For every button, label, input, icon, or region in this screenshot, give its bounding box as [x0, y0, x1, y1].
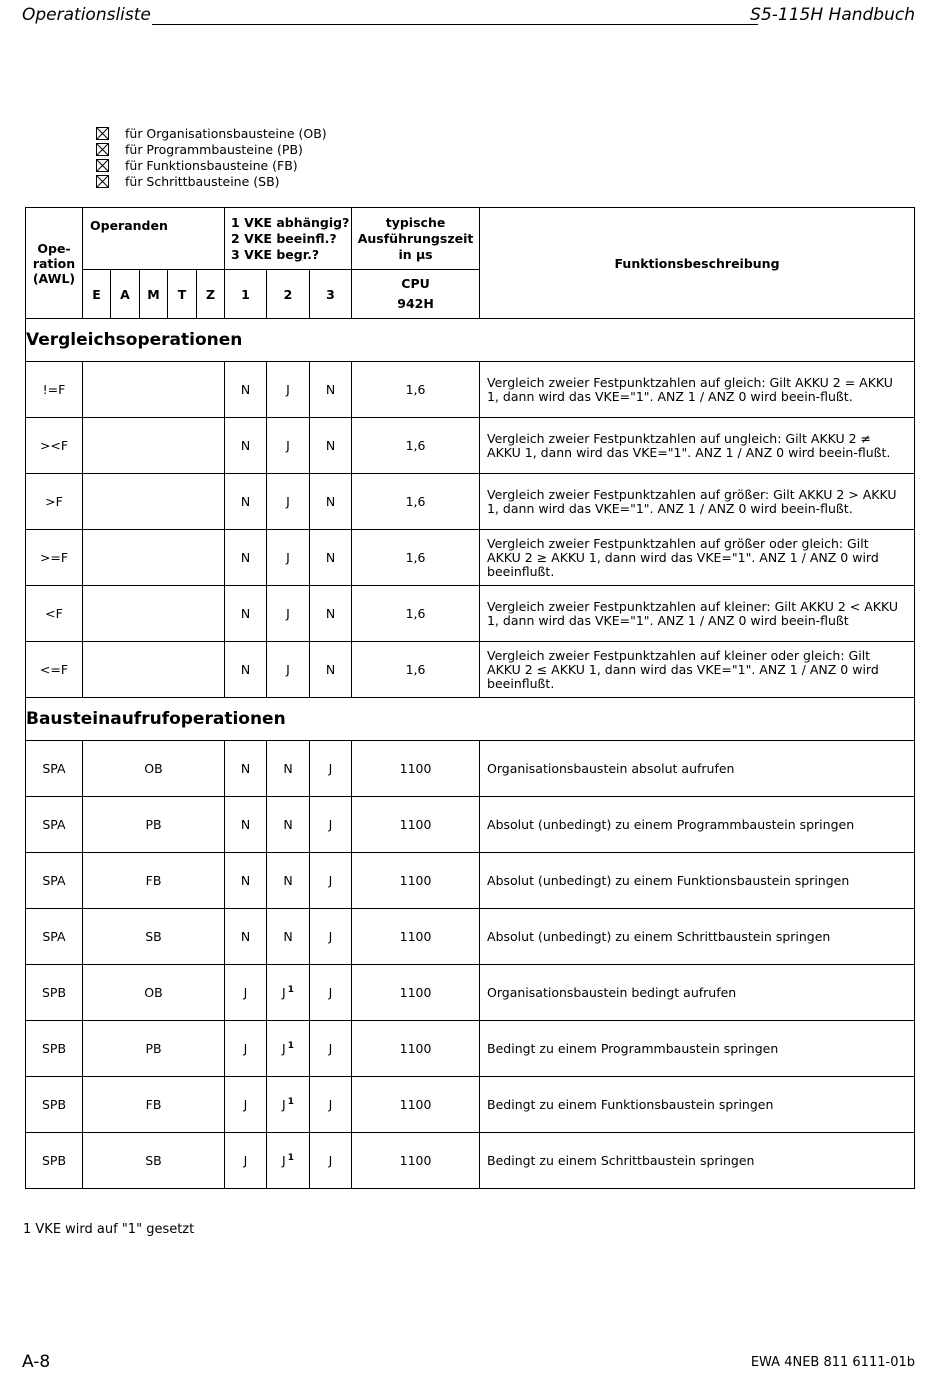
- vke2-value: J: [286, 606, 290, 621]
- operand-cell: FB: [83, 1077, 225, 1133]
- description-cell: Vergleich zweier Festpunktzahlen auf ungleich: Gilt AKKU 2 ≠ AKKU 1, dann wird das VKE="1". ANZ 1 / ANZ 0 wird beein-flußt.: [480, 418, 915, 474]
- vke3-cell: J: [310, 965, 352, 1021]
- vke1-cell: N: [225, 530, 267, 586]
- operand-cell: [83, 474, 225, 530]
- description-cell: Bedingt zu einem Programmbaustein springen: [480, 1021, 915, 1077]
- vke2-value: J: [286, 438, 290, 453]
- table-row: [26, 362, 915, 418]
- legend-item: [96, 157, 327, 173]
- vke2-value: N: [283, 817, 293, 832]
- legend-item: [96, 173, 327, 189]
- vke3-cell: J: [310, 1133, 352, 1189]
- section-title: Vergleichsoperationen: [26, 319, 915, 362]
- vke2-value: N: [283, 929, 293, 944]
- operand-cell: [83, 642, 225, 698]
- vke2-value: J: [286, 382, 290, 397]
- vke3-cell: J: [310, 853, 352, 909]
- vke2-value: J: [282, 1097, 286, 1113]
- operand-col-z: Z: [197, 270, 225, 319]
- table-row: [26, 530, 915, 586]
- vke1-cell: N: [225, 909, 267, 965]
- page-number: A-8: [22, 1352, 51, 1372]
- vke-col-1: 1: [225, 270, 267, 319]
- vke1-cell: J: [225, 1077, 267, 1133]
- page-header-left: Operationsliste: [22, 5, 151, 25]
- operation-cell: SPA: [26, 909, 83, 965]
- description-cell: Absolut (unbedingt) zu einem Funktionsbaustein springen: [480, 853, 915, 909]
- vke2-value: N: [283, 761, 293, 776]
- table-row: [26, 1021, 915, 1077]
- vke2-cell: [267, 362, 310, 418]
- vke2-cell: [267, 1021, 310, 1077]
- page-header-rule: [152, 24, 758, 25]
- vke3-cell: N: [310, 586, 352, 642]
- vke1-cell: J: [225, 1021, 267, 1077]
- footnote-marker: 1: [287, 1040, 294, 1051]
- vke1-cell: N: [225, 797, 267, 853]
- operand-cell: [83, 586, 225, 642]
- vke2-cell: [267, 797, 310, 853]
- section-row: [26, 319, 915, 362]
- table-row: [26, 586, 915, 642]
- operation-cell: >F: [26, 474, 83, 530]
- operation-cell: ><F: [26, 418, 83, 474]
- time-cell: 1,6: [352, 474, 480, 530]
- operand-cell: PB: [83, 1021, 225, 1077]
- operand-cell: PB: [83, 797, 225, 853]
- vke2-cell: [267, 853, 310, 909]
- vke1-cell: N: [225, 474, 267, 530]
- operand-col-m: M: [140, 270, 168, 319]
- vke2-cell: [267, 741, 310, 797]
- operations-table: [25, 207, 915, 1189]
- vke3-cell: J: [310, 741, 352, 797]
- vke2-value: N: [283, 873, 293, 888]
- description-cell: Absolut (unbedingt) zu einem Programmbaustein springen: [480, 797, 915, 853]
- table-row: [26, 797, 915, 853]
- time-cell: 1100: [352, 853, 480, 909]
- vke3-cell: J: [310, 797, 352, 853]
- operand-cell: OB: [83, 741, 225, 797]
- description-cell: Vergleich zweier Festpunktzahlen auf kleiner: Gilt AKKU 2 < AKKU 1, dann wird das VKE="1". ANZ 1 / ANZ 0 wird beein-flußt: [480, 586, 915, 642]
- vke1-cell: N: [225, 642, 267, 698]
- description-cell: Vergleich zweier Festpunktzahlen auf größer: Gilt AKKU 2 > AKKU 1, dann wird das VKE="1". ANZ 1 / ANZ 0 wird beein-flußt.: [480, 474, 915, 530]
- vke2-value: J: [282, 1041, 286, 1057]
- footnote-marker: 1: [287, 984, 294, 995]
- description-cell: Organisationsbaustein absolut aufrufen: [480, 741, 915, 797]
- operation-cell: SPA: [26, 741, 83, 797]
- vke3-cell: N: [310, 530, 352, 586]
- operation-cell: SPB: [26, 1021, 83, 1077]
- legend-label: für Schrittbausteine (SB): [125, 173, 280, 189]
- vke3-cell: N: [310, 362, 352, 418]
- vke-col-3: 3: [310, 270, 352, 319]
- operand-cell: FB: [83, 853, 225, 909]
- document-number: EWA 4NEB 811 6111-01b: [750, 1355, 915, 1370]
- operation-cell: >=F: [26, 530, 83, 586]
- vke2-cell: [267, 530, 310, 586]
- table-row: [26, 418, 915, 474]
- operation-cell: !=F: [26, 362, 83, 418]
- footnote: 1 VKE wird auf "1" gesetzt: [23, 1222, 195, 1237]
- description-cell: Bedingt zu einem Schrittbaustein springen: [480, 1133, 915, 1189]
- vke2-cell: [267, 418, 310, 474]
- operand-cell: SB: [83, 909, 225, 965]
- vke2-cell: [267, 965, 310, 1021]
- vke2-cell: [267, 642, 310, 698]
- description-cell: Vergleich zweier Festpunktzahlen auf größer oder gleich: Gilt AKKU 2 ≥ AKKU 1, dann wird das VKE="1". ANZ 1 / ANZ 0 wird beeinflußt.: [480, 530, 915, 586]
- vke2-value: J: [282, 985, 286, 1001]
- time-cell: 1,6: [352, 530, 480, 586]
- table-row: [26, 1077, 915, 1133]
- legend-label: für Organisationsbausteine (OB): [125, 125, 327, 141]
- time-cell: 1,6: [352, 586, 480, 642]
- time-cell: 1,6: [352, 362, 480, 418]
- table-row: [26, 741, 915, 797]
- footnote-marker: 1: [287, 1096, 294, 1107]
- table-row: [26, 1133, 915, 1189]
- vke3-cell: N: [310, 418, 352, 474]
- operation-cell: SPB: [26, 1077, 83, 1133]
- operation-cell: <F: [26, 586, 83, 642]
- time-cell: 1,6: [352, 642, 480, 698]
- operation-cell: SPB: [26, 1133, 83, 1189]
- vke1-cell: N: [225, 586, 267, 642]
- vke1-cell: N: [225, 362, 267, 418]
- vke1-cell: N: [225, 418, 267, 474]
- operand-cell: [83, 530, 225, 586]
- time-cell: 1100: [352, 797, 480, 853]
- column-header-cpu: CPU 942H: [352, 270, 480, 319]
- time-cell: 1100: [352, 1021, 480, 1077]
- operand-col-t: T: [168, 270, 197, 319]
- legend-item: [96, 141, 327, 157]
- vke3-cell: J: [310, 1021, 352, 1077]
- time-cell: 1100: [352, 909, 480, 965]
- legend-label: für Funktionsbausteine (FB): [125, 157, 298, 173]
- description-cell: Vergleich zweier Festpunktzahlen auf kleiner oder gleich: Gilt AKKU 2 ≤ AKKU 1, dann wird das VKE="1". ANZ 1 / ANZ 0 wird beeinflußt.: [480, 642, 915, 698]
- legend-item: [96, 125, 327, 141]
- operand-col-a: A: [111, 270, 140, 319]
- description-cell: Organisationsbaustein bedingt aufrufen: [480, 965, 915, 1021]
- block-type-legend: [96, 125, 327, 189]
- vke3-cell: J: [310, 1077, 352, 1133]
- time-cell: 1100: [352, 1077, 480, 1133]
- column-header-vke: 1 VKE abhängig? 2 VKE beeinfl.? 3 VKE begr.?: [225, 208, 352, 270]
- operand-cell: [83, 418, 225, 474]
- page-header-right: S5-115H Handbuch: [750, 5, 915, 25]
- checked-box-icon: [96, 143, 109, 156]
- vke1-cell: N: [225, 741, 267, 797]
- section-row: [26, 698, 915, 741]
- vke1-cell: J: [225, 1133, 267, 1189]
- description-cell: Vergleich zweier Festpunktzahlen auf gleich: Gilt AKKU 2 = AKKU 1, dann wird das VKE="1". ANZ 1 / ANZ 0 wird beein-flußt.: [480, 362, 915, 418]
- operand-cell: OB: [83, 965, 225, 1021]
- operation-cell: SPB: [26, 965, 83, 1021]
- time-cell: 1100: [352, 741, 480, 797]
- time-cell: 1100: [352, 1133, 480, 1189]
- vke1-cell: N: [225, 853, 267, 909]
- footnote-marker: 1: [287, 1152, 294, 1163]
- table-row: [26, 853, 915, 909]
- table-row: [26, 909, 915, 965]
- table-row: [26, 642, 915, 698]
- vke2-cell: [267, 474, 310, 530]
- vke1-cell: J: [225, 965, 267, 1021]
- description-cell: Bedingt zu einem Funktionsbaustein springen: [480, 1077, 915, 1133]
- time-cell: 1100: [352, 965, 480, 1021]
- column-header-time: typische Ausführungszeit in µs: [352, 208, 480, 270]
- vke2-value: J: [286, 662, 290, 677]
- table-row: [26, 474, 915, 530]
- operation-cell: <=F: [26, 642, 83, 698]
- time-cell: 1,6: [352, 418, 480, 474]
- vke2-cell: [267, 909, 310, 965]
- description-cell: Absolut (unbedingt) zu einem Schrittbaustein springen: [480, 909, 915, 965]
- vke2-value: J: [282, 1153, 286, 1169]
- vke2-cell: [267, 1133, 310, 1189]
- vke-col-2: 2: [267, 270, 310, 319]
- vke3-cell: J: [310, 909, 352, 965]
- operand-col-e: E: [83, 270, 111, 319]
- operation-cell: SPA: [26, 797, 83, 853]
- operand-cell: [83, 362, 225, 418]
- column-header-operanden: Operanden: [83, 208, 225, 270]
- section-title: Bausteinaufrufoperationen: [26, 698, 915, 741]
- operation-cell: SPA: [26, 853, 83, 909]
- vke2-cell: [267, 586, 310, 642]
- legend-label: für Programmbausteine (PB): [125, 141, 303, 157]
- vke2-value: J: [286, 550, 290, 565]
- vke3-cell: N: [310, 642, 352, 698]
- table-row: [26, 965, 915, 1021]
- operand-cell: SB: [83, 1133, 225, 1189]
- checked-box-icon: [96, 159, 109, 172]
- column-header-function: Funktionsbeschreibung: [480, 208, 915, 319]
- checked-box-icon: [96, 127, 109, 140]
- vke2-cell: [267, 1077, 310, 1133]
- vke2-value: J: [286, 494, 290, 509]
- column-header-operation: Ope- ration (AWL): [26, 208, 83, 319]
- vke3-cell: N: [310, 474, 352, 530]
- checked-box-icon: [96, 175, 109, 188]
